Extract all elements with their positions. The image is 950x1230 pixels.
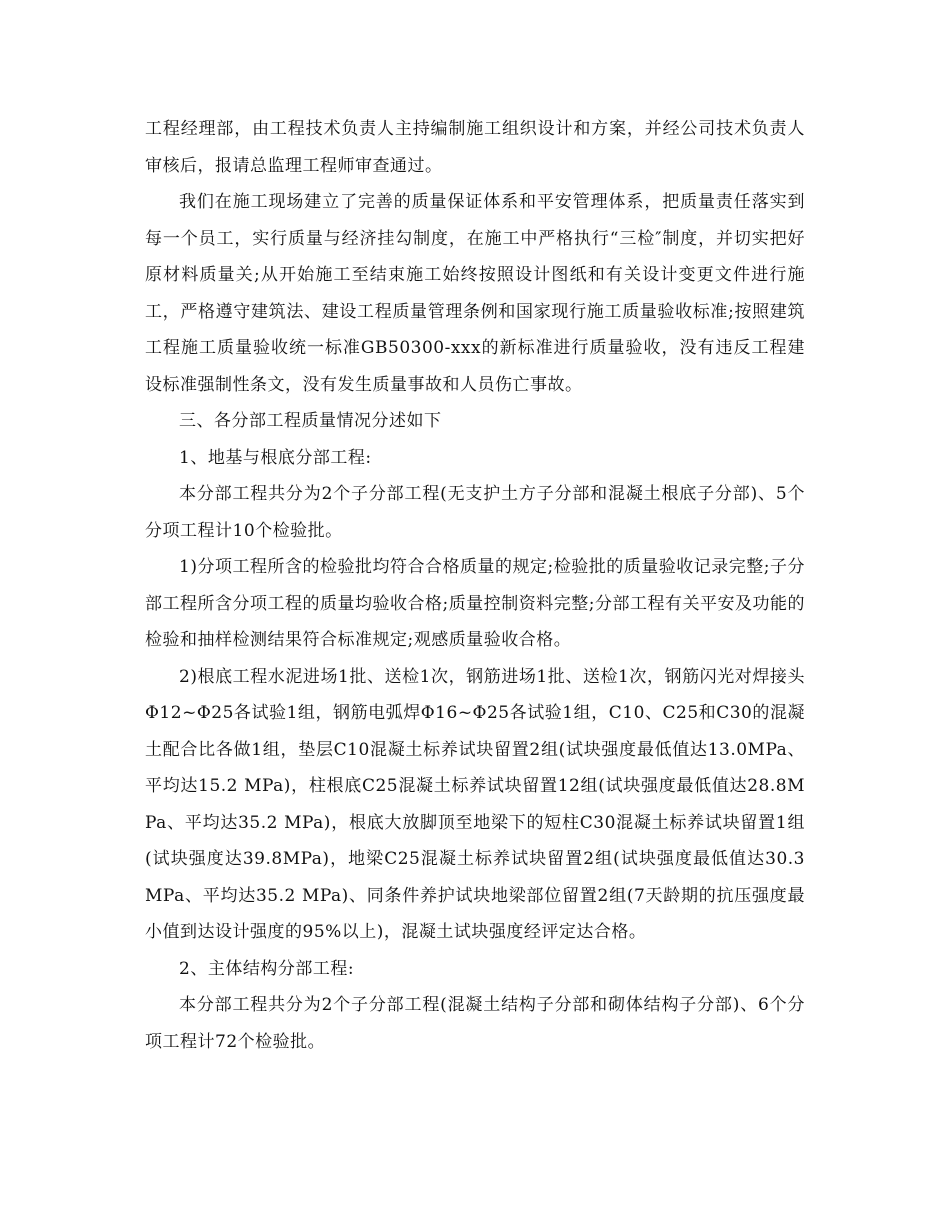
subsection-heading-main-structure: 2、主体结构分部工程: xyxy=(179,958,355,979)
paragraph-continuation: 工程经理部，由工程技术负责人主持编制施工组织设计和方案，并经公司技术负责人审核后，报请总监理工程师审查通过。 xyxy=(145,119,805,176)
paragraph-foundation-overview: 本分部工程共分为2个子分部工程(无支护土方子分部和混凝土根底子分部)、5个分项工程计10个检验批。 xyxy=(145,484,805,541)
paragraph-main-structure-overview: 本分部工程共分为2个子分部工程(混凝土结构子分部和砌体结构子分部)、6个分项工程计72个检验批。 xyxy=(145,995,805,1052)
section-heading-3: 三、各分部工程质量情况分述如下 xyxy=(179,411,442,431)
subsection-heading-foundation: 1、地基与根底分部工程: xyxy=(179,447,372,468)
paragraph-quality-system: 我们在施工现场建立了完善的质量保证体系和平安管理体系，把质量责任落实到每一个员工，实行质量与经济挂勾制度，在施工中严格执行“三检″制度，并切实把好原材料质量关;从开始施工至结束施工始终按照设计图纸和有关设计变更文件进行施工，严格遵守建筑法、建设工程质量管理条例和国家现行施工质量验收标准;按照建筑工程施工质量验收统一标准GB50300-xxx的新标准进行质量验收，没有违反工程建设标准强制性条文，没有发生质量事故和人员伤亡事故。 xyxy=(145,192,805,395)
document-body xyxy=(145,111,805,1060)
paragraph-foundation-item-2: 2)根底工程水泥进场1批、送检1次，钢筋进场1批、送检1次，钢筋闪光对焊接头Φ12~Φ25各试验1组，钢筋电弧焊Φ16~Φ25各试验1组，C10、C25和C30的混凝土配合比各做1组，垫层C10混凝土标养试块留置2组(试块强度最低值达13.0MPa、平均达15.2 MPa)，柱根底C25混凝土标养试块留置12组(试块强度最低值达28.8MPa、平均达35.2 MPa)，根底大放脚顶至地梁下的短柱C30混凝土标养试块留置1组(试块强度达39.8MPa)，地梁C25混凝土标养试块留置2组(试块强度最低值达30.3MPa、平均达35.2 MPa)、同条件养护试块地梁部位留置2组(7天龄期的抗压强度最小值到达设计强度的95%以上)，混凝土试块强度经评定达合格。 xyxy=(145,666,805,942)
paragraph-foundation-item-1: 1)分项工程所含的检验批均符合合格质量的规定;检验批的质量验收记录完整;子分部工程所含分项工程的质量均验收合格;质量控制资料完整;分部工程有关平安及功能的检验和抽样检测结果符合标准规定;观感质量验收合格。 xyxy=(145,557,805,650)
